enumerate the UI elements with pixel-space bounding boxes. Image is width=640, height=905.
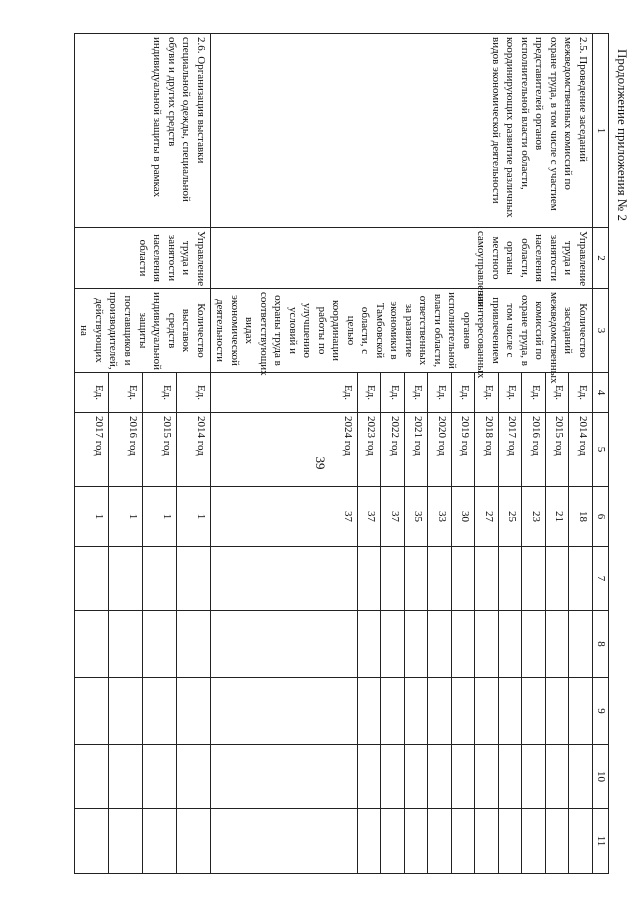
col-header: 5 (593, 413, 609, 487)
empty-cell (176, 611, 210, 678)
indicator-cell: Количество заседаний межведомственных комиссий по охране труда, в том числе с привлечением заинтересованных органов исполнительной власти области, ответственных за развитие экономики в Тамбовской области, с целью координации работы по улучшению условий и охраны труда в соответствующих видах экономической деятельности (210, 289, 592, 373)
unit-cell: Ед. (74, 373, 108, 413)
value-cell: 33 (428, 487, 452, 547)
year-cell: 2021 год (404, 413, 428, 487)
empty-cell (357, 678, 381, 745)
indicator-cell: Количество выставок средств индивидуальной защиты поставщиков и производителей, действующих на (74, 289, 210, 373)
unit-cell: Ед. (498, 373, 522, 413)
event-cell: 2.6. Организация выставки специальной одежды, специальной обуви и других средств индивидуальной защиты в рамках (74, 34, 210, 228)
empty-cell (475, 611, 499, 678)
value-cell: 37 (357, 487, 381, 547)
empty-cell (498, 611, 522, 678)
empty-cell (210, 547, 357, 611)
value-cell: 25 (498, 487, 522, 547)
empty-cell (108, 745, 142, 809)
empty-cell (142, 809, 176, 874)
col-header: 9 (593, 678, 609, 745)
year-cell: 2023 год (357, 413, 381, 487)
value-cell: 30 (451, 487, 475, 547)
col-header: 10 (593, 745, 609, 809)
empty-cell (142, 745, 176, 809)
empty-cell (357, 611, 381, 678)
empty-cell (381, 809, 405, 874)
empty-cell (381, 745, 405, 809)
empty-cell (74, 678, 108, 745)
empty-cell (545, 678, 569, 745)
empty-cell (404, 809, 428, 874)
year-cell: 2019 год (451, 413, 475, 487)
table-row (176, 34, 210, 874)
year-cell: 2020 год (428, 413, 452, 487)
value-cell: 1 (74, 487, 108, 547)
empty-cell (404, 678, 428, 745)
empty-cell (210, 745, 357, 809)
unit-cell: Ед. (522, 373, 546, 413)
unit-cell: Ед. (545, 373, 569, 413)
table-row (569, 34, 593, 874)
empty-cell (475, 678, 499, 745)
table-body (74, 34, 592, 874)
col-header: 1 (593, 34, 609, 228)
empty-cell (404, 611, 428, 678)
empty-cell (569, 745, 593, 809)
unit-cell: Ед. (381, 373, 405, 413)
value-cell: 37 (381, 487, 405, 547)
empty-cell (569, 809, 593, 874)
empty-cell (522, 745, 546, 809)
empty-cell (428, 547, 452, 611)
empty-cell (475, 745, 499, 809)
col-header: 8 (593, 611, 609, 678)
col-header: 2 (593, 228, 609, 289)
empty-cell (142, 678, 176, 745)
empty-cell (74, 745, 108, 809)
empty-cell (210, 809, 357, 874)
empty-cell (428, 678, 452, 745)
empty-cell (451, 547, 475, 611)
unit-cell: Ед. (428, 373, 452, 413)
empty-cell (357, 745, 381, 809)
year-cell: 2014 год (569, 413, 593, 487)
value-cell: 1 (176, 487, 210, 547)
col-header: 11 (593, 809, 609, 874)
year-cell: 2015 год (142, 413, 176, 487)
year-cell: 2024 год (210, 413, 357, 487)
empty-cell (357, 547, 381, 611)
empty-cell (108, 809, 142, 874)
empty-cell (569, 547, 593, 611)
empty-cell (569, 678, 593, 745)
unit-cell: Ед. (210, 373, 357, 413)
unit-cell: Ед. (142, 373, 176, 413)
empty-cell (451, 611, 475, 678)
empty-cell (498, 547, 522, 611)
empty-cell (428, 745, 452, 809)
year-cell: 2016 год (522, 413, 546, 487)
empty-cell (108, 678, 142, 745)
value-cell: 21 (545, 487, 569, 547)
value-cell: 23 (522, 487, 546, 547)
year-cell: 2018 год (475, 413, 499, 487)
empty-cell (451, 745, 475, 809)
year-cell: 2015 год (545, 413, 569, 487)
year-cell: 2016 год (108, 413, 142, 487)
year-cell: 2017 год (74, 413, 108, 487)
empty-cell (545, 809, 569, 874)
unit-cell: Ед. (357, 373, 381, 413)
empty-cell (522, 678, 546, 745)
empty-cell (475, 809, 499, 874)
data-table (74, 33, 609, 874)
empty-cell (522, 809, 546, 874)
empty-cell (545, 611, 569, 678)
empty-cell (381, 611, 405, 678)
value-cell: 1 (108, 487, 142, 547)
col-header: 4 (593, 373, 609, 413)
empty-cell (404, 547, 428, 611)
value-cell: 18 (569, 487, 593, 547)
col-header: 7 (593, 547, 609, 611)
table-container (78, 33, 609, 873)
empty-cell (176, 745, 210, 809)
col-header: 3 (593, 289, 609, 373)
empty-cell (74, 547, 108, 611)
empty-cell (522, 547, 546, 611)
unit-cell: Ед. (108, 373, 142, 413)
page-number-text: 39 (313, 456, 328, 470)
header-row (593, 34, 609, 874)
empty-cell (498, 809, 522, 874)
empty-cell (545, 745, 569, 809)
empty-cell (176, 809, 210, 874)
executor-cell: Управление труда и занятости населения области, органы местного самоуправления (210, 228, 592, 289)
empty-cell (428, 611, 452, 678)
empty-cell (74, 809, 108, 874)
empty-cell (176, 547, 210, 611)
unit-cell: Ед. (569, 373, 593, 413)
empty-cell (498, 745, 522, 809)
empty-cell (381, 678, 405, 745)
empty-cell (498, 678, 522, 745)
empty-cell (545, 547, 569, 611)
empty-cell (142, 547, 176, 611)
unit-cell: Ед. (404, 373, 428, 413)
empty-cell (210, 678, 357, 745)
empty-cell (74, 611, 108, 678)
empty-cell (451, 809, 475, 874)
unit-cell: Ед. (176, 373, 210, 413)
year-cell: 2022 год (381, 413, 405, 487)
empty-cell (108, 611, 142, 678)
col-header: 6 (593, 487, 609, 547)
empty-cell (357, 809, 381, 874)
value-cell: 35 (404, 487, 428, 547)
empty-cell (176, 678, 210, 745)
empty-cell (451, 678, 475, 745)
unit-cell: Ед. (475, 373, 499, 413)
empty-cell (428, 809, 452, 874)
continuation-label-text: Продолжение приложения № 2 (615, 49, 630, 221)
empty-cell (381, 547, 405, 611)
value-cell: 27 (475, 487, 499, 547)
empty-cell (475, 547, 499, 611)
rotated-table (78, 33, 609, 873)
event-cell: 2.5. Проведение заседаний межведомственных комиссий по охране труда, в том числе с участием представителей органов исполнительной власти области, координирующих развитие различных видов экономической деятельности (210, 34, 592, 228)
empty-cell (404, 745, 428, 809)
value-cell: 1 (142, 487, 176, 547)
empty-cell (210, 611, 357, 678)
value-cell: 37 (210, 487, 357, 547)
year-cell: 2014 год (176, 413, 210, 487)
empty-cell (108, 547, 142, 611)
empty-cell (522, 611, 546, 678)
year-cell: 2017 год (498, 413, 522, 487)
unit-cell: Ед. (451, 373, 475, 413)
empty-cell (142, 611, 176, 678)
executor-cell: Управление труда и занятости населения области (74, 228, 210, 289)
empty-cell (569, 611, 593, 678)
